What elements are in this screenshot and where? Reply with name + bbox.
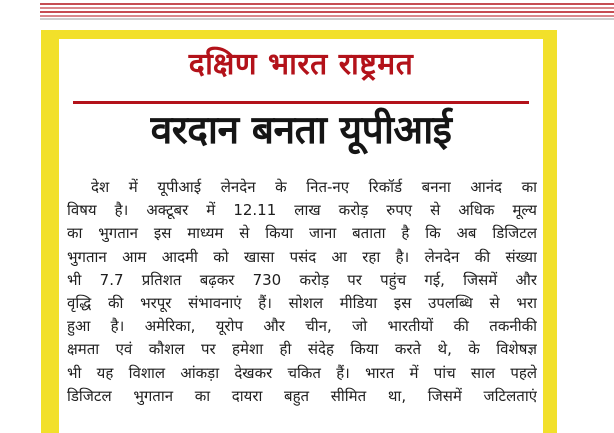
newspaper-name: दक्षिण भारत राष्ट्रमत: [188, 47, 414, 82]
article-card: [59, 39, 543, 433]
body-line: डिजिटल भुगतान का दायरा बहुत सीमित था, जिसमें जटिलताएं: [67, 386, 537, 405]
body-line: क्षमता एवं कौशल पर हमेशा ही संदेह किया करते थे, के विशेषज्ञ: [67, 340, 537, 359]
body-line: वृद्धि की भरपूर संभावनाएं हैं। सोशल मीडिया इस उपलब्धि से भरा: [67, 294, 537, 313]
body-line: हुआ है। अमेरिका, यूरोप और चीन, जो भारतीयों की तकनीकी: [67, 317, 537, 336]
body-line: भी यह विशाल आंकड़ा देखकर चकित हैं। भारत में पांच साल पहले: [67, 363, 537, 382]
body-line: देश में यूपीआई लेनदेन के नित-नए रिकॉर्ड बनना आनंद का: [91, 178, 537, 196]
body-line: का भुगतान इस माध्यम से किया जाना बताता है कि अब डिजिटल: [67, 224, 537, 243]
body-line: भी 7.7 प्रतिशत बढ़कर 730 करोड़ पर पहुंच गई, जिसमें और: [67, 270, 537, 289]
masthead-divider: [73, 101, 529, 104]
article-headline: वरदान बनता यूपीआई: [150, 108, 452, 153]
decorative-top-rules: [0, 0, 614, 28]
body-line: विषय है। अक्टूबर में 12.11 लाख करोड़ रुपए से अधिक मूल्य: [67, 201, 537, 220]
body-line: भुगतान आम आदमी को खासा पसंद आ रहा है। लेनदेन की संख्या: [67, 247, 537, 266]
article-body: [67, 176, 537, 408]
